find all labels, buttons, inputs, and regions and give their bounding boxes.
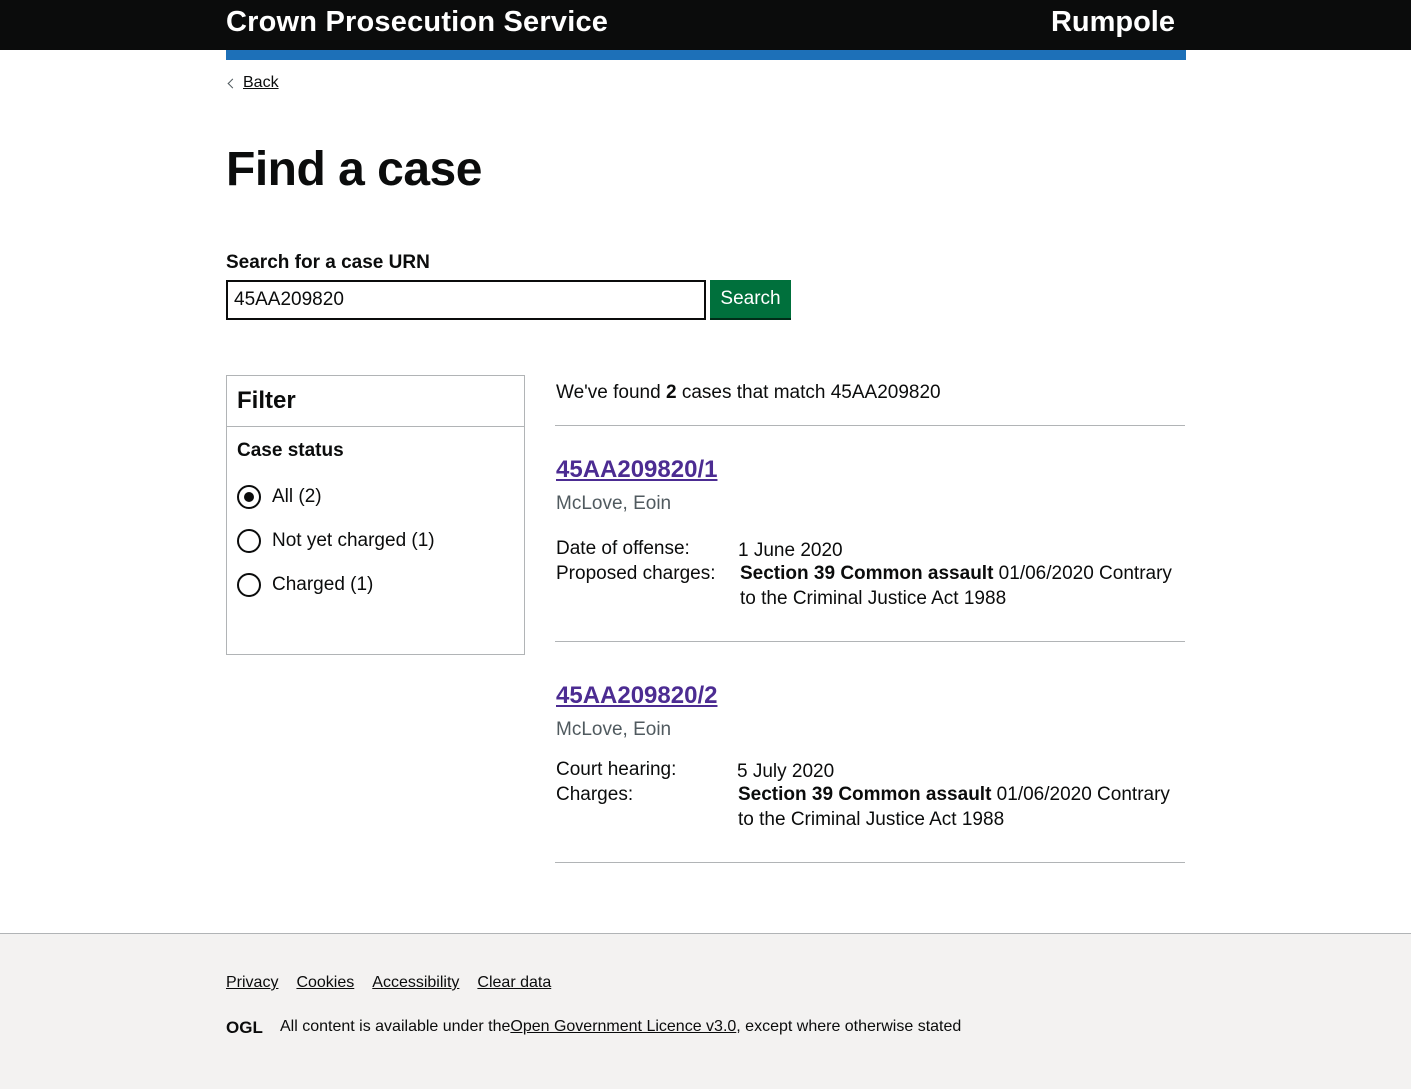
charge-detail: 01/06/2020 Contrary to the Criminal Justice Act 1988 <box>740 563 1172 609</box>
radio-button-checked[interactable] <box>237 485 261 509</box>
chevron-left-icon <box>228 78 238 88</box>
results-suffix: cases that match 45AA209820 <box>676 382 941 403</box>
date-of-offense-value: 1 June 2020 <box>738 540 843 561</box>
charge-title: Section 39 Common assault <box>738 784 992 805</box>
back-link-container <box>226 74 279 92</box>
charges-value <box>738 782 1188 832</box>
radio-label: Not yet charged (1) <box>272 530 435 551</box>
divider <box>555 425 1185 426</box>
header-title-link[interactable]: Crown Prosecution Service <box>226 6 609 38</box>
footer-link-clear-data[interactable]: Clear data <box>477 974 552 991</box>
filter-title: Filter <box>237 387 296 414</box>
licence-suffix: , except where otherwise stated <box>736 1018 962 1035</box>
results-count: 2 <box>665 382 677 403</box>
proposed-charges-key: Proposed charges: <box>556 563 716 584</box>
divider <box>555 641 1185 642</box>
licence-link[interactable]: Open Government Licence v3.0 <box>510 1018 737 1035</box>
divider <box>555 862 1185 863</box>
defendant-name: McLove, Eoin <box>556 719 672 740</box>
search-button[interactable]: Search <box>710 280 791 318</box>
radio-button[interactable] <box>237 573 261 597</box>
header-accent-bar <box>226 50 1186 60</box>
service-name[interactable]: Rumpole <box>1050 6 1175 38</box>
results-summary <box>556 382 941 404</box>
search-label: Search for a case URN <box>226 252 430 273</box>
case-link[interactable]: 45AA209820/1 <box>556 456 718 483</box>
radio-option-all[interactable] <box>237 485 322 509</box>
licence-statement <box>226 1018 961 1036</box>
radio-label: Charged (1) <box>272 574 374 595</box>
ogl-logo-icon <box>226 1018 268 1036</box>
date-of-offense-key: Date of offense: <box>556 538 690 559</box>
case-link[interactable]: 45AA209820/2 <box>556 682 718 709</box>
licence-prefix: All content is available under the <box>280 1018 511 1035</box>
footer-links <box>226 974 551 992</box>
charges-key: Charges: <box>556 784 634 805</box>
footer-link-cookies[interactable]: Cookies <box>296 974 355 991</box>
site-header <box>0 0 1411 50</box>
proposed-charges-value <box>740 561 1190 611</box>
site-footer <box>0 933 1411 1089</box>
page-title: Find a case <box>226 143 482 196</box>
charge-detail: 01/06/2020 Contrary to the Criminal Justice Act 1988 <box>738 784 1170 830</box>
charge-title: Section 39 Common assault <box>740 563 994 584</box>
court-hearing-value: 5 July 2020 <box>737 761 835 782</box>
radio-option-charged[interactable] <box>237 573 373 597</box>
back-link[interactable]: Back <box>243 74 279 91</box>
court-hearing-key: Court hearing: <box>556 759 677 780</box>
filter-header <box>227 376 524 427</box>
radio-button[interactable] <box>237 529 261 553</box>
radio-option-not-yet-charged[interactable] <box>237 529 435 553</box>
footer-link-privacy[interactable]: Privacy <box>226 974 279 991</box>
footer-link-accessibility[interactable]: Accessibility <box>372 974 460 991</box>
results-prefix: We've found <box>556 382 666 403</box>
defendant-name: McLove, Eoin <box>556 493 672 514</box>
filter-panel <box>226 375 525 655</box>
svg-text:OGL: OGL <box>226 1018 263 1036</box>
search-input[interactable] <box>226 280 706 320</box>
case-status-heading: Case status <box>237 440 344 461</box>
radio-label: All (2) <box>272 486 322 507</box>
